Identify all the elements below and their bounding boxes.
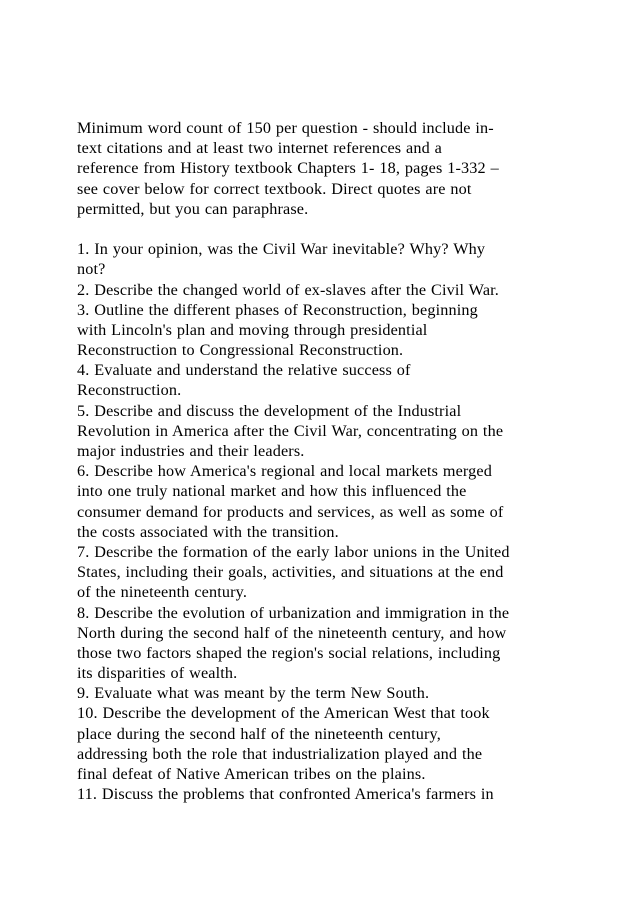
text-line: reference from History textbook Chapters 1- 18, pages 1-332 – [77,159,499,178]
text-line: States, including their goals, activities, and situations at the end [77,563,504,582]
text-line: 3. Outline the different phases of Reconstruction, beginning [77,300,478,319]
text-line: major industries and their leaders. [77,442,305,460]
document-body [77,118,577,804]
text-line: see cover below for correct textbook. Direct quotes are not [77,179,472,198]
question-list [77,239,577,804]
text-line: Reconstruction to Congressional Reconstruction. [77,341,404,360]
text-line: 2. Describe the changed world of ex-slaves after the Civil War. [77,280,499,299]
text-line: not? [77,260,106,279]
text-line: permitted, but you can paraphrase. [77,199,309,218]
text-line: 7. Describe the formation of the early labor unions in the United [77,542,510,561]
text-line: place during the second half of the nineteenth century, [77,724,441,743]
text-line: 9. Evaluate what was meant by the term New South. [77,684,430,703]
text-line: North during the second half of the nineteenth century, and how [77,623,507,642]
text-line: into one truly national market and how this influenced the [77,482,467,501]
text-line: addressing both the role that industrialization played and the [77,744,483,763]
text-line: 4. Evaluate and understand the relative success of [77,361,411,380]
text-line: 8. Describe the evolution of urbanization and immigration in the [77,603,510,622]
text-line: 1. In your opinion, was the Civil War inevitable? Why? Why [77,240,486,259]
text-line: consumer demand for products and services, as well as some of [77,502,504,521]
text-line: 11. Discuss the problems that confronted America's farmers in [77,785,494,804]
text-line: the costs associated with the transition. [77,522,339,541]
text-line: its disparities of wealth. [77,664,238,683]
instructions-paragraph [77,118,577,219]
text-line: Reconstruction. [77,381,182,400]
text-line: with Lincoln's plan and moving through presidential [77,320,428,339]
text-line: 5. Describe and discuss the development of the Industrial [77,401,462,420]
text-line: final defeat of Native American tribes on the plains. [77,765,426,783]
text-line: Minimum word count of 150 per question - should include in- [77,119,494,137]
text-line: of the nineteenth century. [77,583,248,602]
text-line: Revolution in America after the Civil War, concentrating on the [77,421,504,440]
text-line: 10. Describe the development of the American West that took [77,704,490,723]
text-line: text citations and at least two internet references and a [77,139,442,158]
text-line: those two factors shaped the region's social relations, including [77,643,501,662]
paragraph-spacer [77,219,577,239]
text-line: 6. Describe how America's regional and local markets merged [77,462,492,481]
